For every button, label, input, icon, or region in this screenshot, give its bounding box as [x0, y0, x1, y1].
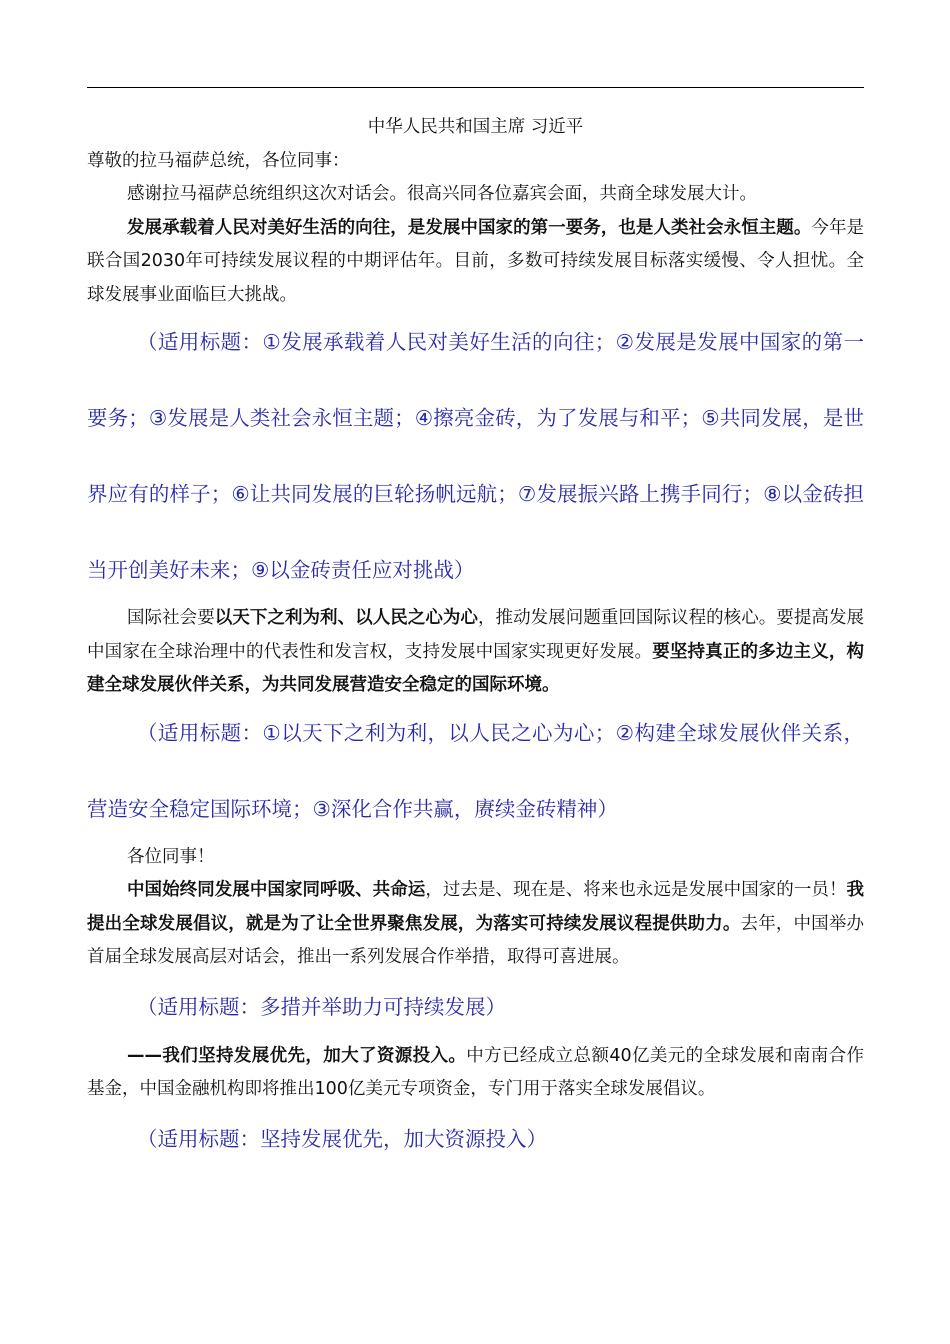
paragraph-1: 感谢拉马福萨总统组织这次对话会。很高兴同各位嘉宾会面，共商全球发展大计。	[127, 184, 757, 204]
bold-text: 中国始终同发展中国家同呼吸、共命运	[127, 880, 426, 900]
paragraph-2	[87, 212, 864, 313]
bold-text: ——我们坚持发展优先，加大了资源投入。	[127, 1045, 467, 1066]
bold-text: 以天下之利为利、以人民之心为心	[214, 608, 478, 628]
paragraph-4	[87, 874, 864, 975]
applicable-titles-note-4: （适用标题：坚持发展优先，加大资源投入）	[137, 1126, 547, 1151]
text: 今年是联合国2030年可持续发展议程的中期评估年。目前，多数可持续发展目标落实缓慢、令人担忧。全球发展事业面临巨大挑战。	[87, 217, 865, 305]
applicable-titles-note-3: （适用标题：多措并举助力可持续发展）	[137, 994, 506, 1019]
paragraph-3	[87, 602, 864, 703]
document-body	[87, 111, 864, 1172]
text: 中方已经成立总额40亿美元的全球发展和南南合作基金，中国金融机构即将推出100亿美元专项资金，专门用于落实全球发展倡议。	[87, 1045, 864, 1099]
text: ，推动发展问题重回国际议程的核心。要提高发展中国家在全球治理中的代表性和发言权，支持发展中国家实现更好发展。	[87, 608, 865, 662]
salutation: 尊敬的拉马福萨总统，各位同事：	[87, 150, 350, 171]
bold-text: 要坚持真正的多边主义，构建全球发展伙伴关系，为共同发展营造安全稳定的国际环境。	[87, 641, 865, 695]
bold-text: 我提出全球发展倡议，就是为了让全世界聚焦发展，为落实可持续发展议程提供助力。	[87, 880, 864, 934]
greeting-2: 各位同事！	[127, 846, 215, 867]
bold-text: 发展承载着人民对美好生活的向往，是发展中国家的第一要务，也是人类社会永恒主题。	[127, 217, 812, 238]
text: ，过去是、现在是、将来也永远是发展中国家的一员！	[425, 880, 847, 900]
speaker-line: 中华人民共和国主席 习近平	[367, 117, 584, 137]
header-rule	[87, 87, 864, 88]
text: 国际社会要	[127, 608, 215, 628]
applicable-titles-note-2: （适用标题：①以天下之利为利，以人民之心为心；②构建全球发展伙伴关系，营造安全稳定国际环境；③深化合作共赢，赓续金砖精神）	[87, 720, 864, 821]
applicable-titles-note-1: （适用标题：①发展承载着人民对美好生活的向往；②发展是发展中国家的第一要务；③发展是人类社会永恒主题；④擦亮金砖，为了发展与和平；⑤共同发展，是世界应有的样子；⑥让共同发展的巨轮扬帆远航；⑦发展振兴路上携手同行；⑧以金砖担当开创美好未来；⑨以金砖责任应对挑战）	[87, 330, 864, 582]
text: 去年，中国举办首届全球发展高层对话会，推出一系列发展合作举措，取得可喜进展。	[87, 913, 865, 967]
paragraph-5	[87, 1040, 864, 1107]
